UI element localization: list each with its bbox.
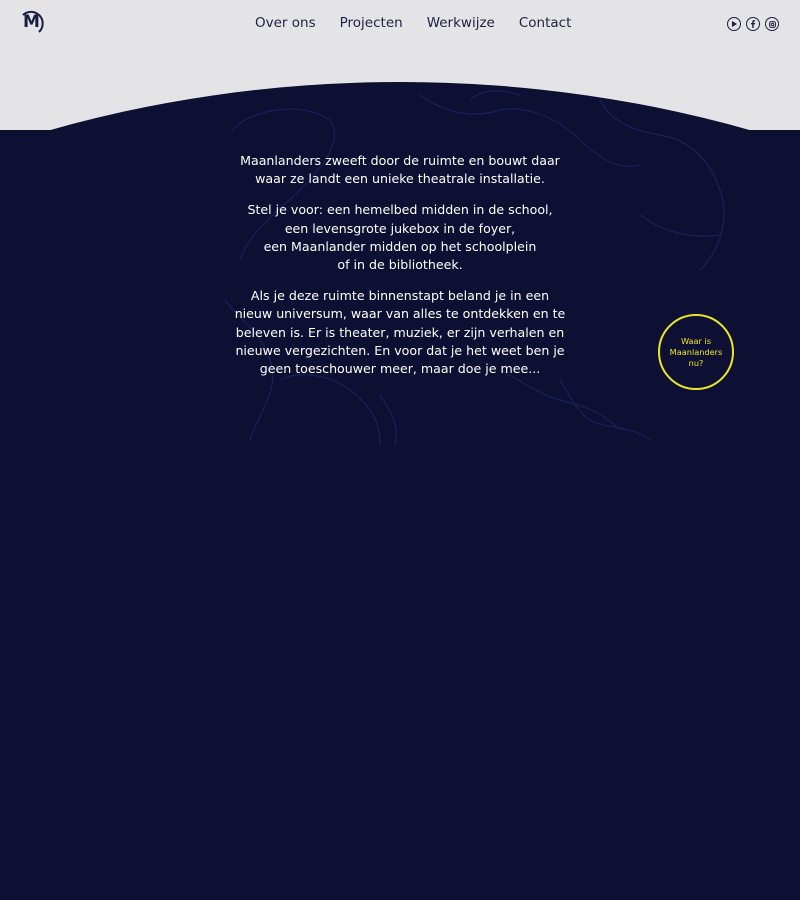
badge-line: Maanlanders [669,346,723,357]
social-links [727,17,779,31]
badge-line: nu? [688,357,704,368]
where-is-maanlanders-button[interactable] [658,314,734,390]
text-line: Maanlanders zweeft door de ruimte en bouwt daar [240,153,560,168]
logo[interactable] [18,9,46,35]
play-icon[interactable] [727,17,741,31]
intro-paragraph-1 [210,152,590,188]
intro-text [210,152,590,391]
nav-item-werkwijze[interactable]: Werkwijze [426,15,495,31]
text-line: waar ze landt een unieke theatrale installatie. [255,171,545,187]
badge-label [666,336,726,369]
instagram-icon[interactable] [765,17,779,31]
text-line: Als je deze ruimte binnenstapt beland je in een [250,288,550,304]
text-line: geen toeschouwer meer, maar doe je mee... [259,361,541,377]
nav-item-contact[interactable]: Contact [518,15,572,31]
intro-paragraph-3 [210,287,590,378]
text-line: nieuw universum, waar van alles te ontdekken en te [234,306,566,322]
main-nav [255,14,571,32]
intro-paragraph-2 [210,201,590,274]
logo-letter: M [23,12,40,32]
text-line: of in de bibliotheek. [337,257,463,273]
facebook-icon[interactable] [746,17,760,31]
text-line: een Maanlander midden op het schoolplein [263,238,537,254]
nav-item-projecten[interactable]: Projecten [339,15,403,31]
text-line: Stel je voor: een hemelbed midden in de school, [247,202,553,218]
text-line: nieuwe vergezichten. En voor dat je het weet ben je [235,342,565,358]
nav-item-over-ons[interactable]: Over ons [255,15,316,31]
site-header [0,0,800,48]
badge-line: Waar is [680,335,712,346]
text-line: beleven is. Er is theater, muziek, er zijn verhalen en [235,324,565,340]
text-line: een levensgrote jukebox in de foyer, [284,220,516,236]
